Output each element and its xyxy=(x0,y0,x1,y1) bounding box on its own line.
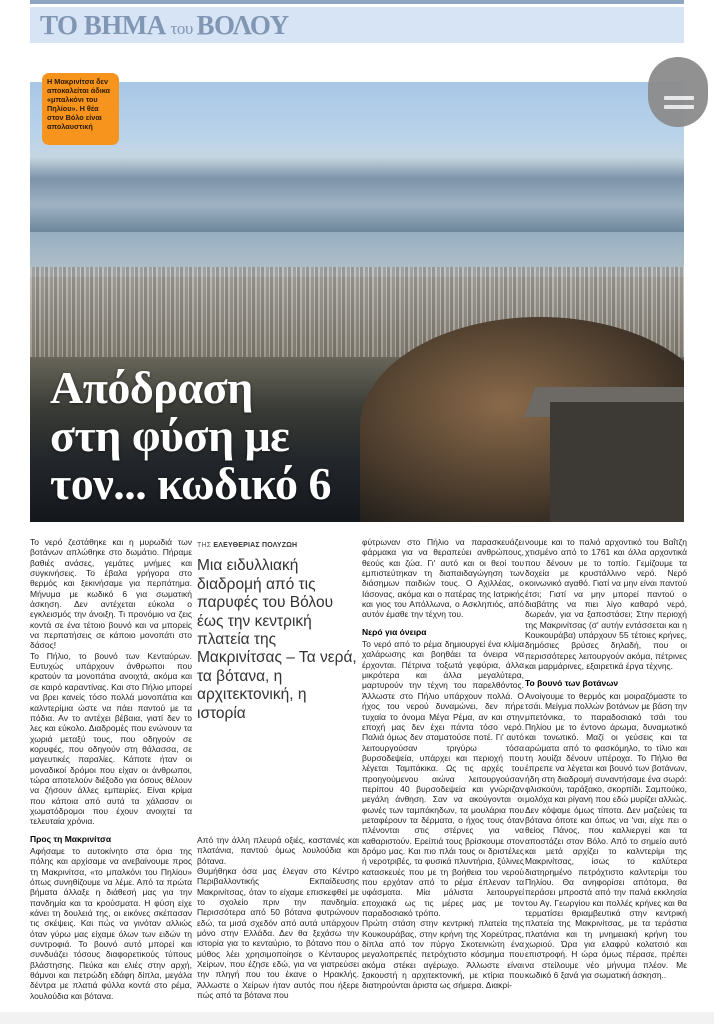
masthead-title-part: ΤΟ ΒΗΜΑ xyxy=(40,10,171,40)
paragraph: Το νερό από το ρέμα δημιουργεί ένα κλίμα χαλάρωσης και βοηθάει τα όνειρα να έρχονται. Πέτρινα τοξωτά γεφύρια, άλλα μικρότερα και άλλα μεγαλύτερα, μαρτυρούν την τέχνη του παρελθόντος. Άλλωστε στο Πήλιο υπάρχουν πολλά. Ο ήχος του νερού δυναμώνει, δεν πήρε τυχαία το όνομα Μέγα Ρέμα, αν και στην εποχή μας δεν έχει πάντα τόσο νερό. Παλιά όμως δεν σταματούσε ποτέ. Γι' αυτό λειτουργούσαν τριγύρω τόσα βυρσοδεψεία, υπάρχει και περιοχή που λέγεται Ταμπάκικα. Ως τις αρχές του προηγούμενου αιώνα λειτουργούσαν περίπου 40 βυρσοδεψεία και γνώριζαν μεγάλη άνθηση. Σαν να ακούγονται οι φωνές των ταμπάκηδων, τα μουλάρια που μεταφέρουν τα δέρματα, ο ήχος τους όταν πλένονται στις στέρνες για να καθαριστούν. Ερείπιά τους βρίσκουμε στον δρόμο μας. Και πιο πλάι τους οι δριστέλες ή νεροτριβές, τα φυσικά πλυντήρια, ξύλινες κατασκευές που με τη βοήθεια του νερού που ερχόταν από το ρέμα έπλεναν τα υφάσματα. Μία μάλιστα λειτουργεί εποχιακά ως τις μέρες μας με τον παραδοσιακό τρόπο. xyxy=(362,639,524,919)
paragraph: Ανοίγουμε το θερμός και μοιραζόμαστε το τσάι. Μείγμα πολλών βοτάνων με βάση την μπετόνικα, το παραδοσιακό τσάι του Πηλίου με το έντονο άρωμα, δυναμωτικό και τονωτικό. Μαζί οι γεύσεις και τα αρώματα από το φασκόμηλο, το τίλιο και τη λουίζα δένουν υπέροχα. Το Πήλιο θα έπρεπε να λέγεται και βουνό των βοτάνων, ήδη στη διαδρομή συναντήσαμε ένα σωρό: φλισκούνι, ταράξακο, σκορπίδι. Σαμπούκο, μολόχα και ρίγανη που εδώ μυρίζει αλλιώς. Δεν κόψαμε όμως τίποτα. Δεν μαζεύεις τα βότανα όποτε και όπως να 'ναι, είχε πει ο θείος Πάνος, που καλλιεργεί και τα αποστάζει στον Βόλο. Από το σημείο αυτό και μετά αρχίζει το καλντερίμι της Μακρινίτσας, ίσως το καλύτερα διατηρημένο πετρόχτιστο καλντερίμι του Πηλίου. Θα ανηφορίσει απότομα, θα περάσει μπροστά από την παλιά εκκλησία του Αγ. Γεωργίου και πολλές κρήνες και θα τερματίσει θριαμβευτικά στην κεντρική πλατεία της Μακρινίτσας, με τα τεράστια πλατάνια και τη μνημειακή κρήνη του χωριού. Ώρα για ελαφρύ κολατσιό και επιστροφή. Η ώρα όμως πέρασε, πρέπει να στείλουμε νέο μήνυμα πλέον. Με κωδικό 6 ξανά για σωματική άσκηση.. xyxy=(525,690,687,981)
byline-prefix: ΤΗΣ xyxy=(197,542,214,549)
byline xyxy=(197,541,359,551)
menu-icon xyxy=(664,105,694,109)
subheading: Νερό για όνειρα xyxy=(362,626,427,637)
headline-line: Απόδραση xyxy=(50,362,253,413)
paragraph: Από την άλλη πλευρά οξιές, καστανιές και πλατάνια, παντού όμως λουλούδια και βότανα. xyxy=(197,835,359,866)
masthead xyxy=(30,7,684,43)
headline xyxy=(50,364,331,508)
headline-line: στη φύση με xyxy=(50,410,290,461)
paragraph: νουμε και το παλιό αρχοντικό του Βαΐτζη χτισμένο από το 1761 και άλλα αρχοντικά που δένουν με το τοπίο. Γεμίζουμε τα δοχεία με κρυστάλλινο νερό. Νερό κοινωνικό αγαθό. Γιατί να μην είναι παντού έτσι; Γιατί να μην μπορεί παντού ο διαβάτης να πιει λίγο καθαρό νερό, δωρεάν, για να ξαποστάσει; Στην περιοχή της Μακρινίτσας (σ' αυτήν εντάσσεται και η Κουκουράβα) υπάρχουν 55 τέτοιες κρήνες, δημόσιες βρύσες δηλαδή, που οι περισσότερες λειτουργούν ακόμα, πέτρινες και μαρμάρινες, εξαιρετικά έργα τέχνης. xyxy=(525,537,687,672)
paragraph: Πρώτη στάση στην κεντρική πλατεία της Κουκουράβας, στην κρήνη της Χορεύτρας, δίπλα από τον πύργο Σκοτεινιώτη ένα μεγαλοπρεπές πετρόχτιστο κόσμημα που ακόμα στέκει αγέρωχο. Άλλωστε είναι ξακουστή η αρχιτεκτονική, με κτίρια που διατηρούνται άριστα ως σήμερα. Διακρί- xyxy=(362,918,524,991)
deck-subtitle: Μια ειδυλλιακή διαδρομή από τις παρυφές του Βόλου έως την κεντρική πλατεία της Μακρινίτσας – Τα νερά, τα βότανα, η αρχιτεκτονική, η ιστορία xyxy=(197,557,357,722)
photo-caption: Η Μακρινίτσα δεν αποκαλείται άδικα «μπαλκόνι του Πηλίου». Η θέα στον Βόλο είναι απολαυστική xyxy=(42,73,119,145)
subheading: Το βουνό των βοτάνων xyxy=(525,678,619,689)
paragraph: Θυμήθηκα όσα μας έλεγαν στο Κέντρο Περιβαλλοντικής Εκπαίδευσης Μακρινίτσας, όταν το είχαμε επισκεφθεί με το σχολείο πριν την πανδημία. Περισσότερα από 50 βότανα φυτρώνουν εδώ, τα μισά σχεδόν από αυτά υπάρχουν μόνο στην Ελλάδα. Δεν θα ξεχάσω την ιστορία για το κενταύριο, το βότανο που ο μύθος λέει χρησιμοποίησε ο Κένταυρος Χείρων, που έζησε εδώ, για να γιατρεύσει την πληγή που του έκανε ο Ηρακλής. Άλλωστε ο Χείρων ήταν αυτός που ήξερε πώς από τα βότανα που xyxy=(197,866,359,1001)
masthead-title-part: του xyxy=(170,19,197,38)
menu-button[interactable] xyxy=(648,57,708,127)
page-bottom-edge xyxy=(0,1012,714,1024)
hero-photo xyxy=(30,82,684,522)
photo-house xyxy=(550,402,684,522)
article-column-2-body xyxy=(197,835,359,1001)
paragraph: Το Πήλιο, το βουνό των Κενταύρων. Ευτυχώς υπάρχουν άνθρωποι που κρατούν τα μονοπάτια ανοιχτά, ακόμα και σε καιρό καραντίνας. Και στο Πήλιο μπορεί να βρει κανείς τόσο πολλά μονοπάτια και καλντερίμια ώστε να πάει παντού με τα πόδια. Αν το αντέχει βέβαια, γιατί δεν το λες και εύκολο. Διαδρομές που ενώνουν τα χωριά μεταξύ τους, που οδηγούν σε κορυφές, που οδηγούν στη θάλασσα, σε μαγευτικές παραλίες. Κάποτε ήταν οι μοναδικοί δρόμοι που είχαν οι άνθρωποι, τώρα αποτελούν διέξοδο για όσους θέλουν να ζήσουν άλλες εμπειρίες. Είναι κρίμα που κάποια από αυτά τα χάλασαν οι χωματόδρομοι που έχουν ανοιχτεί τα τελευταία χρόνια. xyxy=(30,650,192,827)
subheading: Προς τη Μακρινίτσα xyxy=(30,833,112,844)
paragraph: Αφήσαμε το αυτοκίνητο στα όρια της πόλης και αρχίσαμε να ανεβαίνουμε προς τη Μακρινίτσα, «το μπαλκόνι του Πηλίου» όπως συνηθίζουμε να λέμε. Από τα πρώτα βήματα άλλαξε η διάθεσή μας για την πανδημία και τα κρούσματα. Η φύση είχε κάνει τη δουλειά της, οι εικόνες σκέπασαν τις σκέψεις. Και πώς να γινόταν αλλιώς όταν γύρω μας είχαμε όλων των ειδών τη συντροφιά. Το βουνό αυτό μπορεί και συνδυάζει τόσους διαφορετικούς τύπους βλάστησης. Πεύκα και ελιές στην αρχή, θάμνοι και πετρώδη εδάφη δίπλα, μεγάλα δέντρα με πλατιά φύλλα κοντά στο ρέμα, λουλούδια και βότανα. xyxy=(30,845,192,1001)
article-column-2 xyxy=(197,541,359,723)
author-name: ΕΛΕΥΘΕΡΙΑΣ ΠΟΛΥΖΩΗ xyxy=(213,542,298,549)
headline-line: τον... κωδικό 6 xyxy=(50,458,331,509)
article-column-3 xyxy=(362,537,524,991)
menu-icon xyxy=(664,96,694,100)
top-rule xyxy=(30,0,684,4)
masthead-title xyxy=(40,10,289,41)
article-column-4 xyxy=(525,537,687,980)
paragraph: φύτρωναν στο Πήλιο να παρασκευάζει φάρμακα για να θεραπεύει ανθρώπους, θεούς και ζώα. Γι' αυτό και οι θεοί του εμπιστεύτηκαν τη διαπαιδαγώγηση των διάσημων παιδιών τους. Ο Αχιλλέας, ο Ιάσονας, ακόμα και ο πατέρας της Ιατρικής και γιος του Απόλλωνα, ο Ασκληπιός, από αυτόν έμαθε την τέχνη του. xyxy=(362,537,524,620)
article-column-1 xyxy=(30,537,192,1001)
masthead-title-part: ΒΟΛΟΥ xyxy=(196,10,289,40)
paragraph: Το νερό ζεστάθηκε και η μυρωδιά των βοτάνων απλώθηκε στο δωμάτιο. Πήραμε βαθιές ανάσες, γεμάτες μνήμες και συγκινήσεις. Το έβαλα γρήγορα στο θερμός και ξεκινήσαμε για περπάτημα. Μήνυμα με κωδικό 6 για σωματική άσκηση. Δεν αντέχεται εύκολα ο εγκλεισμός την άνοιξη. Τι προνόμιο να ζεις κοντά σε ένα τέτοιο βουνό και να μπορείς να περπατήσεις σε κάποιο μονοπάτι στο δάσος! xyxy=(30,537,192,651)
